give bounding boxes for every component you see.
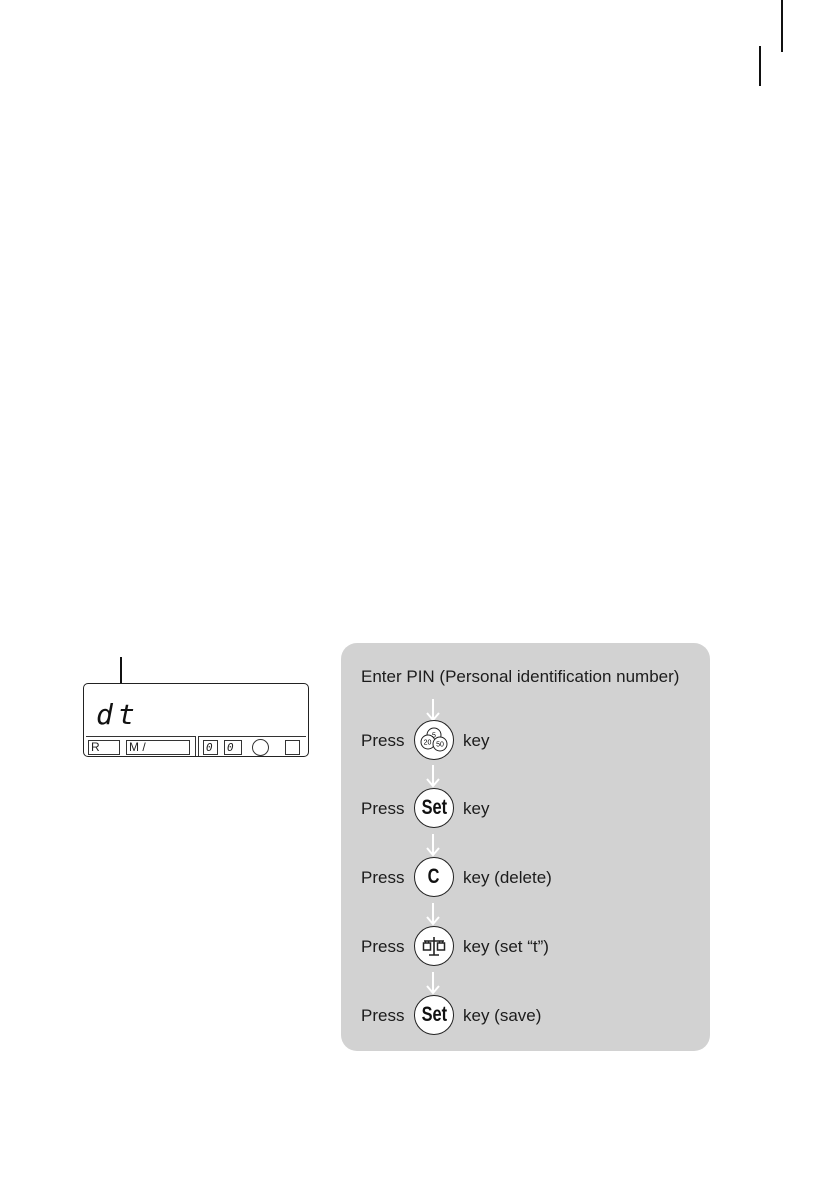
procedure-step-4 xyxy=(361,926,701,968)
step-suffix-label: key (delete) xyxy=(463,868,552,887)
step-press-label: Press xyxy=(361,799,405,818)
arrow-down-icon xyxy=(425,698,441,722)
clear-key-button[interactable] xyxy=(414,857,454,897)
procedure-step-1 xyxy=(361,720,701,762)
lcd-segment-r: R xyxy=(88,740,120,755)
procedure-panel xyxy=(341,643,710,1051)
lcd-segment-digit-1: 0 xyxy=(203,740,218,755)
lcd-segment-m: M / xyxy=(126,740,190,755)
step-press-label: Press xyxy=(361,731,405,750)
arrow-down-icon xyxy=(425,833,441,857)
coin-label-50: 50 xyxy=(436,741,444,749)
step-suffix-label: key xyxy=(463,731,490,750)
step-suffix-label: key xyxy=(463,799,490,818)
lcd-segment-digit-2: 0 xyxy=(224,740,242,755)
coins-icon xyxy=(416,722,452,758)
page-edge-mark-side xyxy=(759,46,761,86)
procedure-step-2 xyxy=(361,788,701,830)
step-press-label: Press xyxy=(361,937,405,956)
step-press-label: Press xyxy=(361,1006,405,1025)
set-key-icon: Set xyxy=(421,796,447,819)
lcd-digits: dt xyxy=(96,698,140,731)
set-key-button[interactable] xyxy=(414,788,454,828)
set-key-icon: Set xyxy=(421,1003,447,1026)
coin-label-5: 5 xyxy=(432,732,436,740)
lcd-status-bar-right xyxy=(198,736,306,756)
step-suffix-label: key (set “t”) xyxy=(463,937,549,956)
page-edge-mark-top xyxy=(781,0,783,52)
arrow-down-icon xyxy=(425,902,441,926)
lcd-display xyxy=(83,683,309,757)
lcd-status-bar-left xyxy=(86,736,196,756)
coins-key-button[interactable] xyxy=(414,720,454,760)
procedure-step-3 xyxy=(361,857,701,899)
scale-icon xyxy=(419,931,449,961)
step-press-label: Press xyxy=(361,868,405,887)
coin-label-20: 20 xyxy=(423,739,432,747)
arrow-down-icon xyxy=(425,971,441,995)
tare-key-button[interactable] xyxy=(414,926,454,966)
lcd-square-indicator xyxy=(285,740,300,755)
lcd-circle-indicator xyxy=(252,739,269,756)
clear-key-icon: C xyxy=(428,865,440,888)
procedure-intro: Enter PIN (Personal identification number) xyxy=(361,667,680,686)
set-key-button[interactable] xyxy=(414,995,454,1035)
procedure-step-5 xyxy=(361,995,701,1037)
step-suffix-label: key (save) xyxy=(463,1006,542,1025)
arrow-down-icon xyxy=(425,764,441,788)
